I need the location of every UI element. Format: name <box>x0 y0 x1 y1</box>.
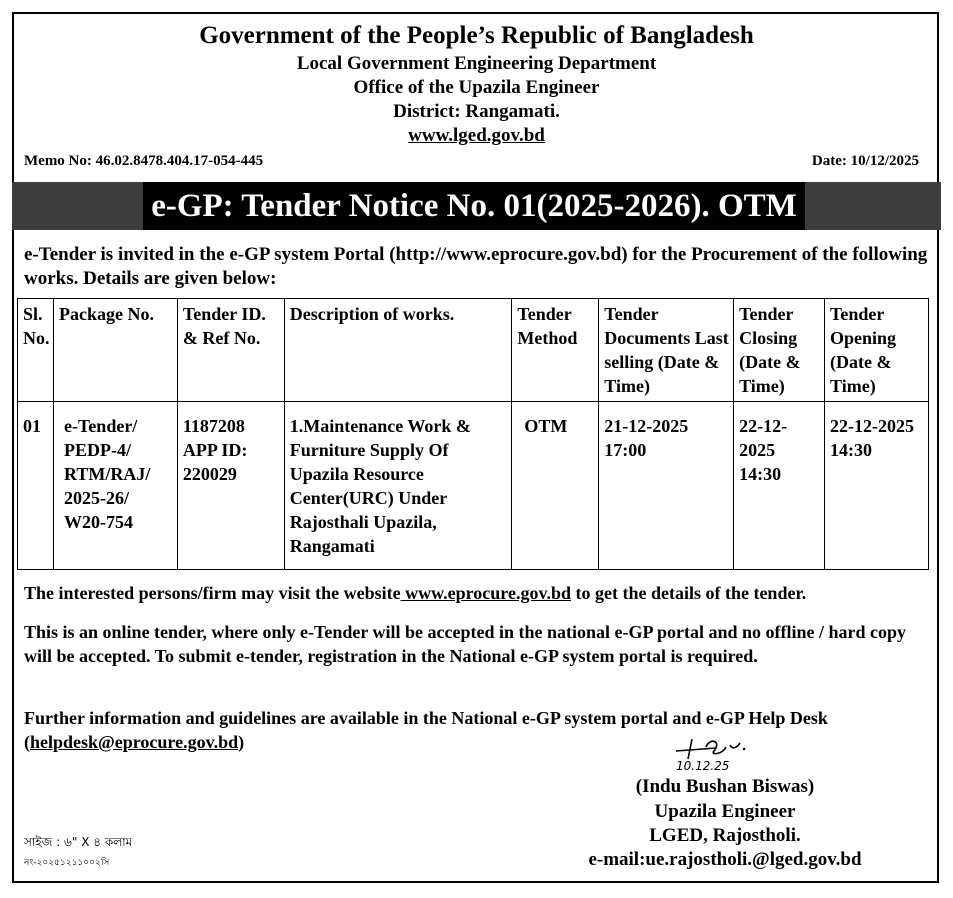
department-name: Local Government Engineering Department <box>296 53 657 74</box>
cell-opening: 22-12-2025 14:30 <box>825 402 929 570</box>
cell-package: e-Tender/ PEDP-4/ RTM/RAJ/ 2025-26/ W20-754 <box>53 402 177 570</box>
handwritten-signature <box>670 735 780 775</box>
signer-name: (Indu Bushan Biswas) <box>635 776 815 797</box>
col-header-tender-id: Tender ID. & Ref No. <box>177 299 284 402</box>
intro-text: e-Tender is invited in the e-GP system Portal (http://www.eprocure.gov.bd) for the Procurement of the following works. Details are given below: <box>24 244 928 289</box>
cell-sl: 01 <box>18 402 54 570</box>
cell-documents: 21-12-2025 17:00 <box>599 402 734 570</box>
tender-table <box>17 298 929 570</box>
memo-number: Memo No: 46.02.8478.404.17-054-445 <box>24 153 264 169</box>
cell-tender-id: 1187208 APP ID: 220029 <box>177 402 284 570</box>
further-pre: Further information and guidelines are available in the National e-GP system portal and e-GP Help Desk ( <box>24 708 828 752</box>
cell-closing: 22-12-2025 14:30 <box>734 402 825 570</box>
further-info-paragraph <box>24 706 929 754</box>
col-header-package: Package No. <box>53 299 177 402</box>
reference-number: নং-২০২৫১২১১০০২সি <box>24 858 110 868</box>
district-name: District: Rangamati. <box>393 101 560 122</box>
size-note: সাইজ : ৬" X ৪ কলাম <box>24 835 133 849</box>
further-post: ) <box>238 732 245 752</box>
table-row <box>18 402 929 570</box>
visit-pre: The interested persons/firm may visit the website <box>24 583 401 603</box>
col-header-closing: Tender Closing (Date & Time) <box>734 299 825 402</box>
col-header-opening: Tender Opening (Date & Time) <box>825 299 929 402</box>
col-header-description: Description of works. <box>284 299 512 402</box>
eprocure-link[interactable]: www.eprocure.gov.bd <box>400 583 571 603</box>
cell-description: 1.Maintenance Work & Furniture Supply Of Upazila Resource Center(URC) Under Rajosthali Upazila, Rangamati <box>284 402 512 570</box>
online-tender-paragraph: This is an online tender, where only e-Tender will be accepted in the national e-GP portal and no offline / hard copy will be accepted. To submit e-tender, registration in the National e-GP system portal is required. <box>24 622 907 666</box>
col-header-documents: Tender Documents Last selling (Date & Time) <box>599 299 734 402</box>
col-header-sl: Sl. No. <box>18 299 54 402</box>
table-header-row <box>18 299 929 402</box>
notice-date: Date: 10/12/2025 <box>811 153 919 169</box>
col-header-method: Tender Method <box>512 299 599 402</box>
cell-method: OTM <box>512 402 599 570</box>
signer-email[interactable]: e-mail:ue.rajostholi.@lged.gov.bd <box>588 849 862 870</box>
visit-website-paragraph <box>24 581 929 605</box>
helpdesk-email-link[interactable]: helpdesk@eprocure.gov.bd <box>30 732 239 752</box>
signature-date: 10.12.25 <box>676 759 730 773</box>
government-title: Government of the People’s Republic of Bangladesh <box>199 22 754 49</box>
office-name: Office of the Upazila Engineer <box>353 77 600 98</box>
signer-office: LGED, Rajostholi. <box>649 825 801 846</box>
notice-title: e-GP: Tender Notice No. 01(2025-2026). OTM <box>143 182 805 230</box>
signer-title: Upazila Engineer <box>654 801 796 822</box>
visit-post: to get the details of the tender. <box>570 583 807 603</box>
website-link[interactable]: www.lged.gov.bd <box>408 125 545 146</box>
